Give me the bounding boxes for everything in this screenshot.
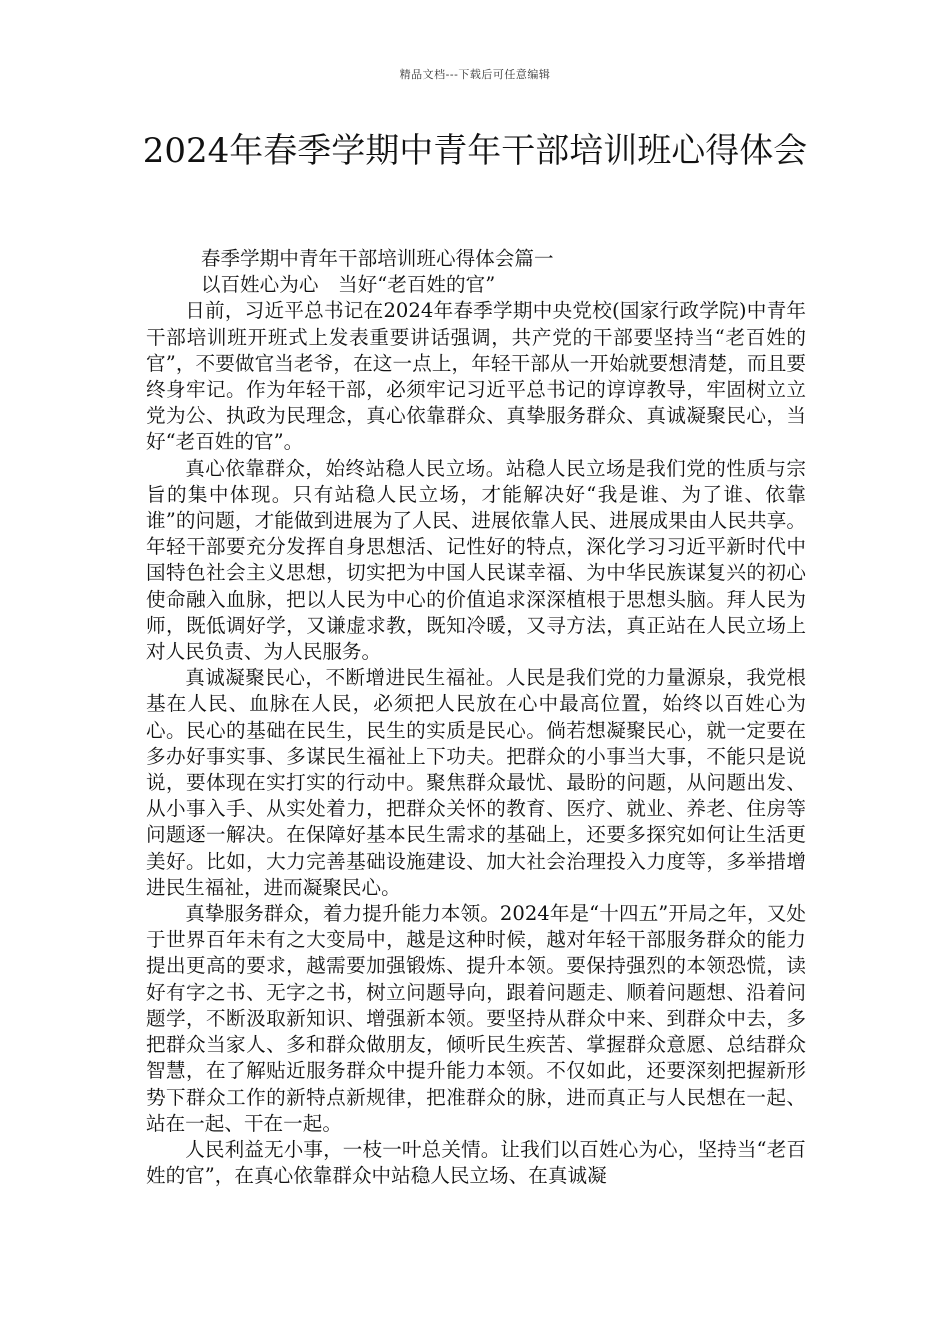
paragraph-2: 真心依靠群众，始终站稳人民立场。站稳人民立场是我们党的性质与宗旨的集中体现。只有站稳人民立场，才能解决好“我是谁、为了谁、依靠谁”的问题，才能做到进展为了人民、进展依靠人民、进展成果由人民共享。年轻干部要充分发挥自身思想活、记性好的特点，深化学习习近平新时代中国特色社会主义思想，切实把为中国人民谋幸福、为中华民族谋复兴的初心使命融入血脉，把以人民为中心的价值追求深深植根于思想头脑。拜人民为师，既低调好学，又谦虚求教，既知冷暖，又寻方法，真正站在人民立场上对人民负责、为人民服务。 — [146, 456, 806, 664]
document-body — [146, 246, 806, 1189]
document-title: 2024年春季学期中青年干部培训班心得体会 — [142, 131, 808, 171]
subtitle-line-1: 春季学期中青年干部培训班心得体会篇一 — [200, 247, 554, 270]
paragraph-5: 人民利益无小事，一枝一叶总关情。让我们以百姓心为心，坚持当“老百姓的官”，在真心依靠群众中站稳人民立场、在真诚凝 — [146, 1137, 806, 1188]
subtitle-line-2: 以百姓心为心 当好“老百姓的官” — [200, 273, 496, 297]
header-note: 精品文档---下载后可任意编辑 — [399, 68, 551, 81]
paragraph-3: 真诚凝聚民心，不断增进民生福祉。人民是我们党的力量源泉，我党根基在人民、血脉在人民，必须把人民放在心中最高位置，始终以百姓心为心。民心的基础在民生，民生的实质是民心。倘若想凝聚民心，就一定要在多办好事实事、多谋民生福祉上下功夫。把群众的小事当大事，不能只是说说，要体现在实打实的行动中。聚焦群众最忧、最盼的问题，从问题出发、从小事入手、从实处着力，把群众关怀的教育、医疗、就业、养老、住房等问题逐一解决。在保障好基本民生需求的基础上，还要多探究如何让生活更美好。比如，大力完善基础设施建设、加大社会治理投入力度等，多举措增进民生福祉，进而凝聚民心。 — [146, 666, 806, 899]
paragraph-1: 日前，习近平总书记在2024年春季学期中央党校(国家行政学院)中青年干部培训班开班式上发表重要讲话强调，共产党的干部要坚持当“老百姓的官”，不要做官当老爷，在这一点上，年轻干部从一开始就要想清楚，而且要终身牢记。作为年轻干部，必须牢记习近平总书记的谆谆教导，牢固树立立党为公、执政为民理念，真心依靠群众、真挚服务群众、真诚凝聚民心，当好“老百姓的官”。 — [146, 299, 806, 454]
paragraph-4: 真挚服务群众，着力提升能力本领。2024年是“十四五”开局之年，又处于世界百年未有之大变局中，越是这种时候，越对年轻干部服务群众的能力提出更高的要求，越需要加强锻炼、提升本领。要保持强烈的本领恐慌，读好有字之书、无字之书，树立问题导向，跟着问题走、顺着问题想、沿着问题学，不断汲取新知识、增强新本领。要坚持从群众中来、到群众中去，多把群众当家人、多和群众做朋友，倾听民生疾苦、掌握群众意愿、总结群众智慧，在了解贴近服务群众中提升能力本领。不仅如此，还要深刻把握新形势下群众工作的新特点新规律，把准群众的脉，进而真正与人民想在一起、站在一起、干在一起。 — [146, 902, 806, 1135]
